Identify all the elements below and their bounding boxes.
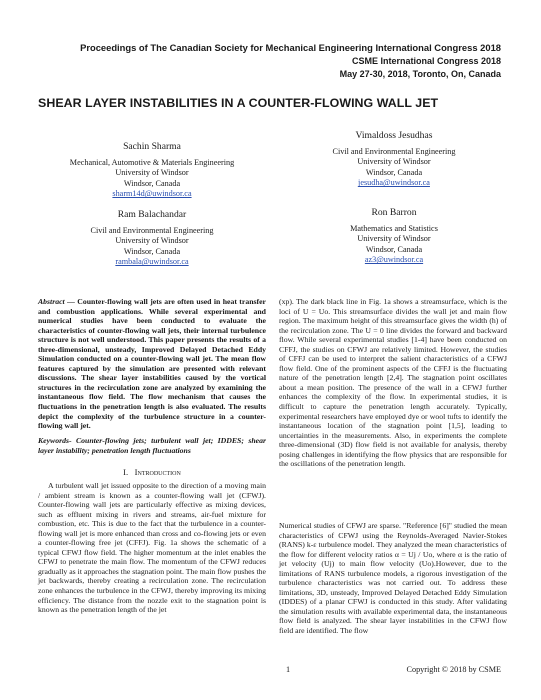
author-affiliation: Windsor, Canada (365, 167, 423, 177)
author-affiliation: Mechanical, Automotive & Materials Engineering (69, 157, 235, 167)
author-affiliation: University of Windsor (115, 168, 189, 178)
author-name: Ron Barron (371, 207, 417, 218)
body-paragraph: Numerical studies of CFWJ are sparse. "Reference [6]" studied the mean characteristics of CFWJ using the Reynolds-Averaged Navier-Stokes (RANS) k-ε turbulence model. They analyzed the mean characteristics of the flow for different velocity ratios α = Uj / Uo, where α is the ratio of jet velocity (Uj) to main flow velocity (Uo).However, due to the limitations of RANS turbulence models, a rigorous investigation of the turbulence characteristics was not carried out. To address these limitations, 3D, unsteady, Improved Delayed Detached Eddy Simulation (IDDES) of a planar CFWJ is conducted in this study. After validating the simulation results with available experimental data, the instantaneous flow field is analyzed. The shear layer instabilities in the CFWJ flow field are identified. The flow (279, 521, 507, 636)
author-name: Vimaldoss Jesudhas (355, 130, 433, 141)
author-affiliation: Windsor, Canada (123, 246, 181, 256)
paper-title: SHEAR LAYER INSTABILITIES IN A COUNTER-FLOWING WALL JET (38, 96, 439, 110)
section-title: Introduction (134, 467, 181, 477)
abstract-label: Abstract — (38, 297, 75, 306)
author-email-link[interactable]: sharm14d@uwindsor.ca (112, 189, 192, 199)
page-number: 1 (286, 665, 291, 674)
author-affiliation: University of Windsor (357, 234, 431, 244)
body-paragraph: (xp). The dark black line in Fig. 1a shows a streamsurface, which is the loci of U = Uo. This streamsurface divides the wall jet and main flow region. The maximum height of this streamsurface gives the width (h) of the recirculation zone. The U = 0 line divides the forward and backward flow. While several experimental studies [1-4] have been conducted on CFFJ, the studies on CFWJ are relatively limited. However, the studies of CFFJ can be used to interpret the salient characteristics of a CFWJ flow field. One of the prominent aspects of the CFFJ is the fluctuating nature of the penetration length [2,4]. The stagnation point oscillates about a mean position. The presence of the wall in a CFWJ further enhances the complexity of the flow. In experimental studies, it is difficult to capture the penetration length accurately. Typically, experimental researchers have employed dye or wool tufts to identify the instantaneous location of the stagnation point [1,5], leading to uncertainties in the measurements. Also, in experiments the complete three-dimensional (3D) flow field is not available for analysis, thereby posing challenges in identifying the flow physics that are responsible for the oscillations of the penetration length. (279, 297, 507, 469)
keywords: Keywords- Counter-flowing jets; turbulent wall jet; IDDES; shear layer instability; penetration length fluctuations (38, 436, 266, 455)
conference-name: CSME International Congress 2018 (351, 56, 501, 66)
intro-paragraph: A turbulent wall jet issued opposite to the direction of a moving main / ambient stream is known as a counter-flowing wall jet (CFWJ). Counter-flowing wall jets are particularly effective as mixing devices, such as effluent mixing in rivers and streams, air-fuel mixture for combustion, etc. This is due to the fact that the turbulence in a counter-flowing wall jet is more enhanced than cross and co-flowing jets or even a counter-flowing free jet (CFFJ). Fig. 1a shows the schematic of a typical CFWJ flow field. The higher momentum at the inlet enables the CFWJ to penetrate the main flow. The momentum of the CFWJ reduces gradually as it approaches the stagnation point. The main flow pushes the jet backwards, thereby creating a recirculation zone. The recirculation zone enhances the turbulence in the CFWJ, thereby improving its mixing efficiency. The distance from the nozzle exit to the stagnation point is known as the penetration length of the jet (38, 481, 266, 615)
author-affiliation: University of Windsor (357, 157, 431, 167)
author-email-link[interactable]: az3@uwindsor.ca (364, 255, 424, 265)
author-block (52, 210, 252, 268)
section-number: I. (123, 467, 129, 477)
conference-title: Proceedings of The Canadian Society for Mechanical Engineering International Congress 2018 (80, 42, 501, 53)
author-affiliation: Windsor, Canada (123, 178, 181, 188)
author-block (294, 208, 494, 266)
author-affiliation: Windsor, Canada (365, 244, 423, 254)
author-email-link[interactable]: rambala@uwindsor.ca (115, 257, 189, 267)
conference-date: May 27-30, 2018, Toronto, On, Canada (339, 69, 501, 79)
author-affiliation: Mathematics and Statistics (350, 223, 438, 233)
author-email-link[interactable]: jesudha@uwindsor.ca (358, 178, 430, 188)
author-block (294, 131, 494, 189)
author-name: Sachin Sharma (123, 141, 181, 152)
author-block (52, 142, 252, 200)
copyright-notice: Copyright © 2018 by CSME (406, 665, 501, 674)
section-heading (38, 467, 266, 477)
author-affiliation: Civil and Environmental Engineering (90, 225, 214, 235)
abstract-text: Counter-flowing wall jets are often used in heat transfer and combustion applications. While several experimental and numerical studies have been conducted to evaluate the characteristics of counter-flowing wall jets, their internal turbulence structure is not well understood. This paper presents the results of a three-dimensional, unsteady, Improved Delayed Detached Eddy Simulation conducted on a counter-flowing wall jet. The mean flow features captured by the simulation are presented with relevant discussions. The shear layer instabilities caused by the vortical structures in the recirculation zone are analyzed by examining the instantaneous flow field. The flow mechanism that causes the fluctuations in the penetration length is also evaluated. The results depict the complexity of the turbulence structure in a counter-flowing wall jet. (38, 297, 266, 431)
author-name: Ram Balachandar (117, 209, 187, 220)
abstract (38, 297, 266, 431)
author-affiliation: Civil and Environmental Engineering (332, 146, 456, 156)
author-affiliation: University of Windsor (115, 236, 189, 246)
